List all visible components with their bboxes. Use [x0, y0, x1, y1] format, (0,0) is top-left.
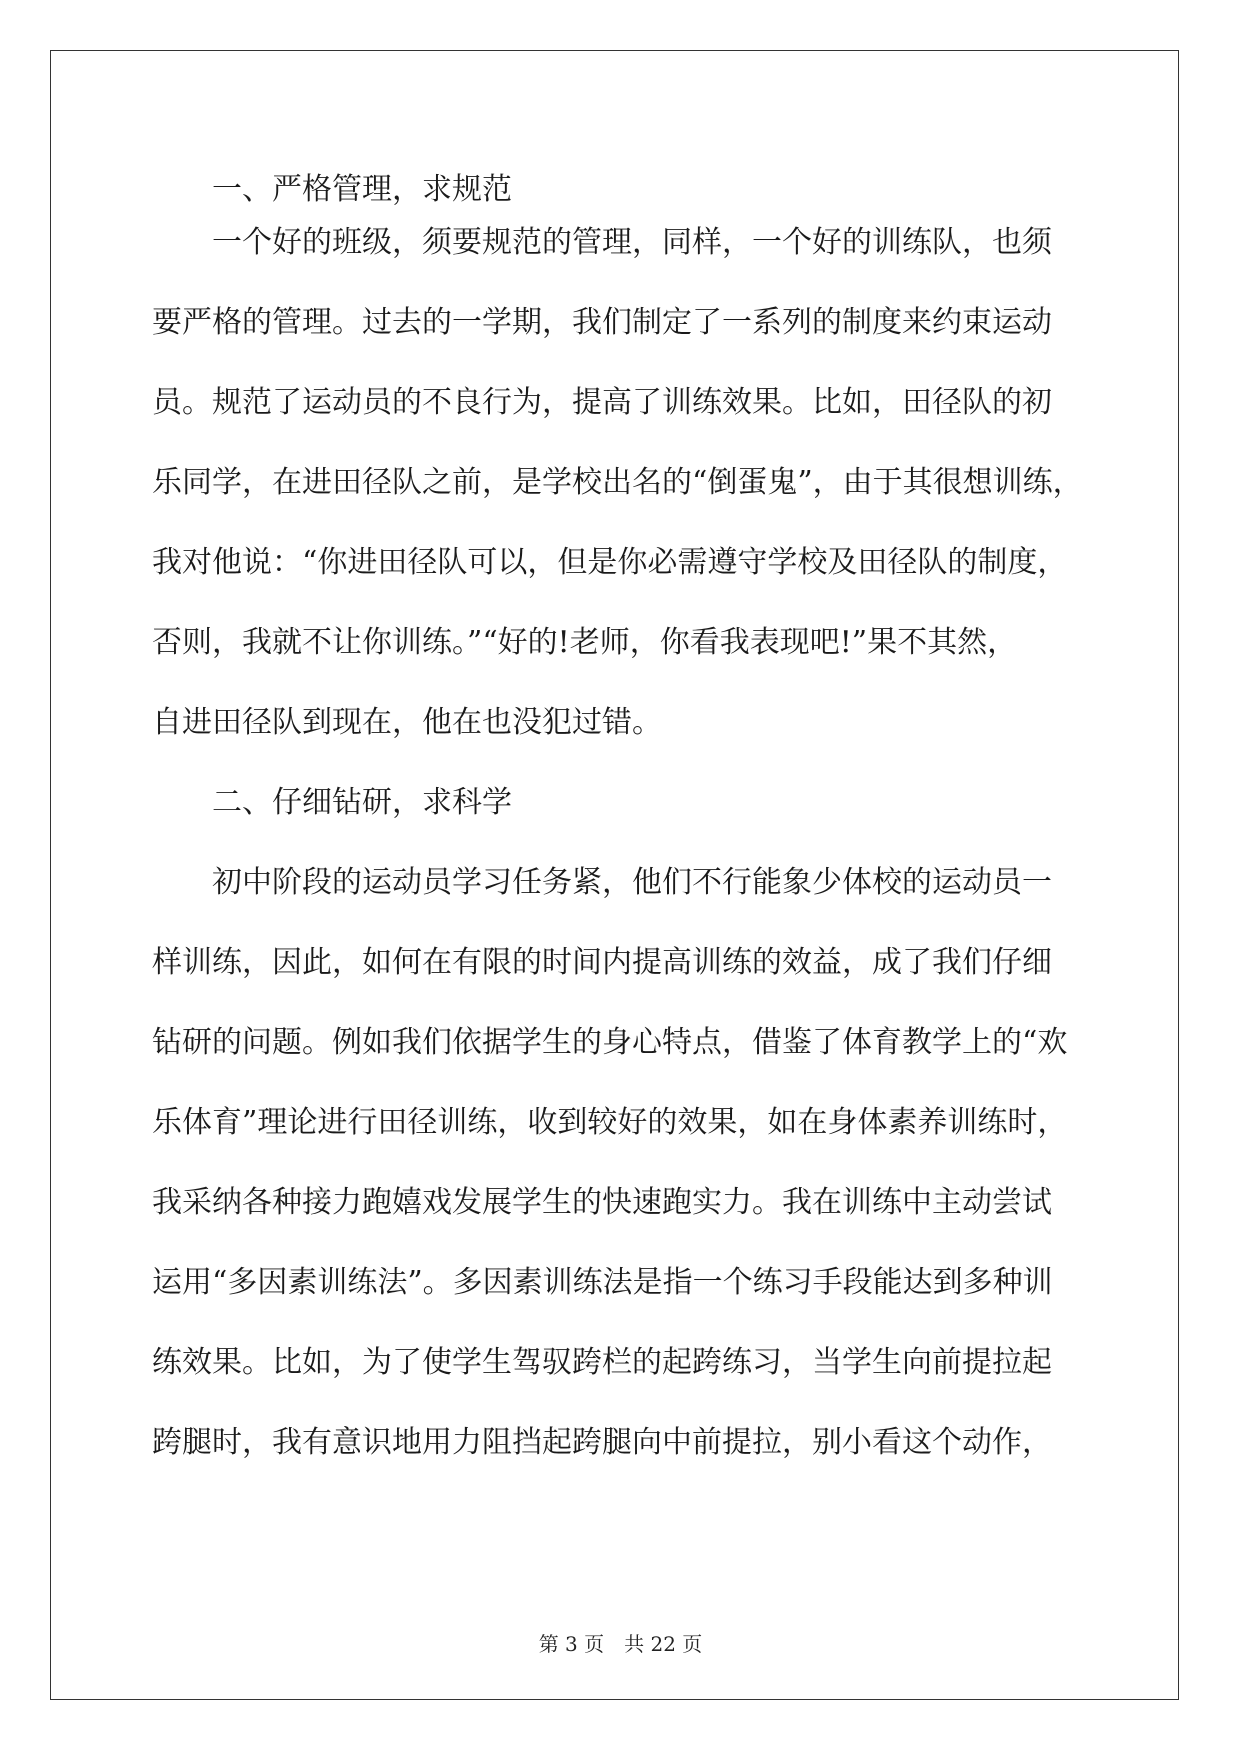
text-line: 钻研的问题。例如我们依据学生的身心特点，借鉴了体育教学上的“欢	[152, 1025, 1068, 1060]
text-line: 运用“多因素训练法”。多因素训练法是指一个练习手段能达到多种训	[152, 1265, 1053, 1300]
text-line: 初中阶段的运动员学习任务紧，他们不行能象少体校的运动员一	[152, 865, 1052, 900]
text-line: 一、严格管理，求规范	[152, 172, 512, 207]
text-line: 跨腿时，我有意识地用力阻挡起跨腿向中前提拉，别小看这个动作，	[152, 1425, 1052, 1460]
text-line: 我对他说：“你进田径队可以，但是你必需遵守学校及田径队的制度，	[152, 545, 1068, 580]
page-number: 第 3 页 共 22 页	[538, 1632, 703, 1656]
text-line: 我采纳各种接力跑嬉戏发展学生的快速跑实力。我在训练中主动尝试	[152, 1185, 1052, 1220]
text-line: 乐同学，在进田径队之前，是学校出名的“倒蛋鬼”，由于其很想训练，	[152, 465, 1083, 500]
text-line: 乐体育”理论进行田径训练，收到较好的效果，如在身体素养训练时，	[152, 1105, 1068, 1140]
text-line: 员。规范了运动员的不良行为，提高了训练效果。比如，田径队的初	[152, 385, 1052, 420]
text-line: 练效果。比如，为了使学生驾驭跨栏的起跨练习，当学生向前提拉起	[152, 1345, 1052, 1380]
text-line: 二、仔细钻研，求科学	[152, 785, 512, 820]
text-line: 一个好的班级，须要规范的管理，同样，一个好的训练队，也须	[152, 225, 1052, 260]
text-line: 自进田径队到现在，他在也没犯过错。	[152, 705, 662, 740]
text-line: 样训练，因此，如何在有限的时间内提高训练的效益，成了我们仔细	[152, 945, 1052, 980]
text-line: 否则，我就不让你训练。”“好的!老师，你看我表现吧!”果不其然，	[152, 625, 1018, 660]
text-line: 要严格的管理。过去的一学期，我们制定了一系列的制度来约束运动	[152, 305, 1052, 340]
